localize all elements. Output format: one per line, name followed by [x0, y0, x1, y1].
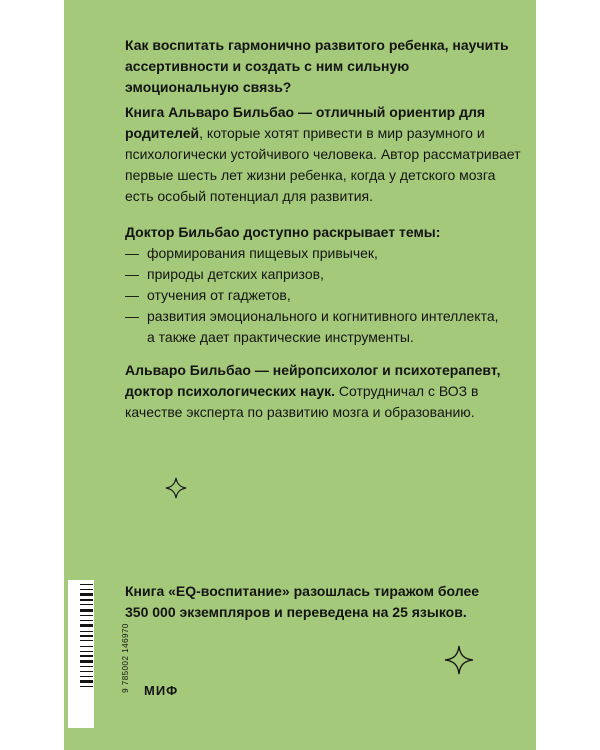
sparkle-icon — [165, 477, 187, 499]
topic-item: — развития эмоционального и когнитивного интеллекта, — [125, 306, 525, 327]
barcode-number: 9 785002 146970 — [121, 623, 130, 693]
sales-statement: Книга «EQ-воспитание» разошлась тиражом более 350 000 экземпляров и переведена на 25 языков. — [125, 583, 480, 620]
barcode-bar — [80, 609, 93, 612]
barcode-bar — [80, 655, 93, 657]
topic-item: — формирования пищевых привычек, — [125, 243, 525, 264]
barcode-bar — [80, 646, 93, 647]
topics-block — [125, 222, 525, 348]
barcode-bar — [80, 599, 93, 601]
topic-item-continuation: а также дает практические инструменты. — [147, 329, 414, 345]
barcode-bar — [80, 631, 93, 632]
topics-list — [125, 243, 525, 348]
cover-heading: Как воспитать гармонично развитого ребенка, научить ассертивности и создать с ним сильную эмоциональную связь? — [125, 37, 509, 95]
topics-title: Доктор Бильбао доступно раскрывает темы: — [125, 224, 441, 240]
author-paragraph — [125, 360, 525, 423]
barcode-bar — [80, 620, 93, 621]
barcode-bar — [80, 593, 93, 596]
barcode-bar — [80, 666, 93, 667]
author-text: Сотрудничал с ВОЗ в качестве эксперта по развитию мозга и образованию. — [125, 383, 479, 420]
barcode — [68, 580, 94, 728]
topic-item: — природы детских капризов, — [125, 264, 525, 285]
publisher-logo: МИФ — [144, 683, 179, 698]
barcode-bar — [80, 584, 93, 585]
description-paragraph — [125, 102, 525, 207]
barcode-bar — [80, 615, 93, 616]
description-text: , которые хотят привести в мир разумного и психологически устойчивого человека. Автор рассматривает первые шесть лет жизни ребенка, когда у детского мозга есть особый потенциал для развития. — [125, 125, 521, 204]
barcode-bar — [80, 676, 93, 677]
book-back-cover — [64, 0, 536, 750]
barcode-bar — [80, 686, 93, 687]
barcode-bar — [80, 589, 93, 590]
barcode-bar — [80, 671, 93, 672]
barcode-bar — [80, 635, 93, 637]
author-bold: Альваро Бильбао — нейропсихолог и психотерапевт, доктор психологических наук. — [125, 362, 501, 399]
barcode-bar — [80, 680, 93, 683]
topic-item: — отучения от гаджетов, — [125, 285, 525, 306]
barcode-bar — [80, 660, 93, 663]
description-bold: Книга Альваро Бильбао — отличный ориентир для родителей — [125, 104, 486, 141]
barcode-bar — [80, 624, 93, 627]
barcode-bar — [80, 651, 93, 652]
barcode-bar — [80, 640, 93, 641]
sparkle-icon — [444, 645, 474, 675]
barcode-bar — [80, 604, 93, 605]
